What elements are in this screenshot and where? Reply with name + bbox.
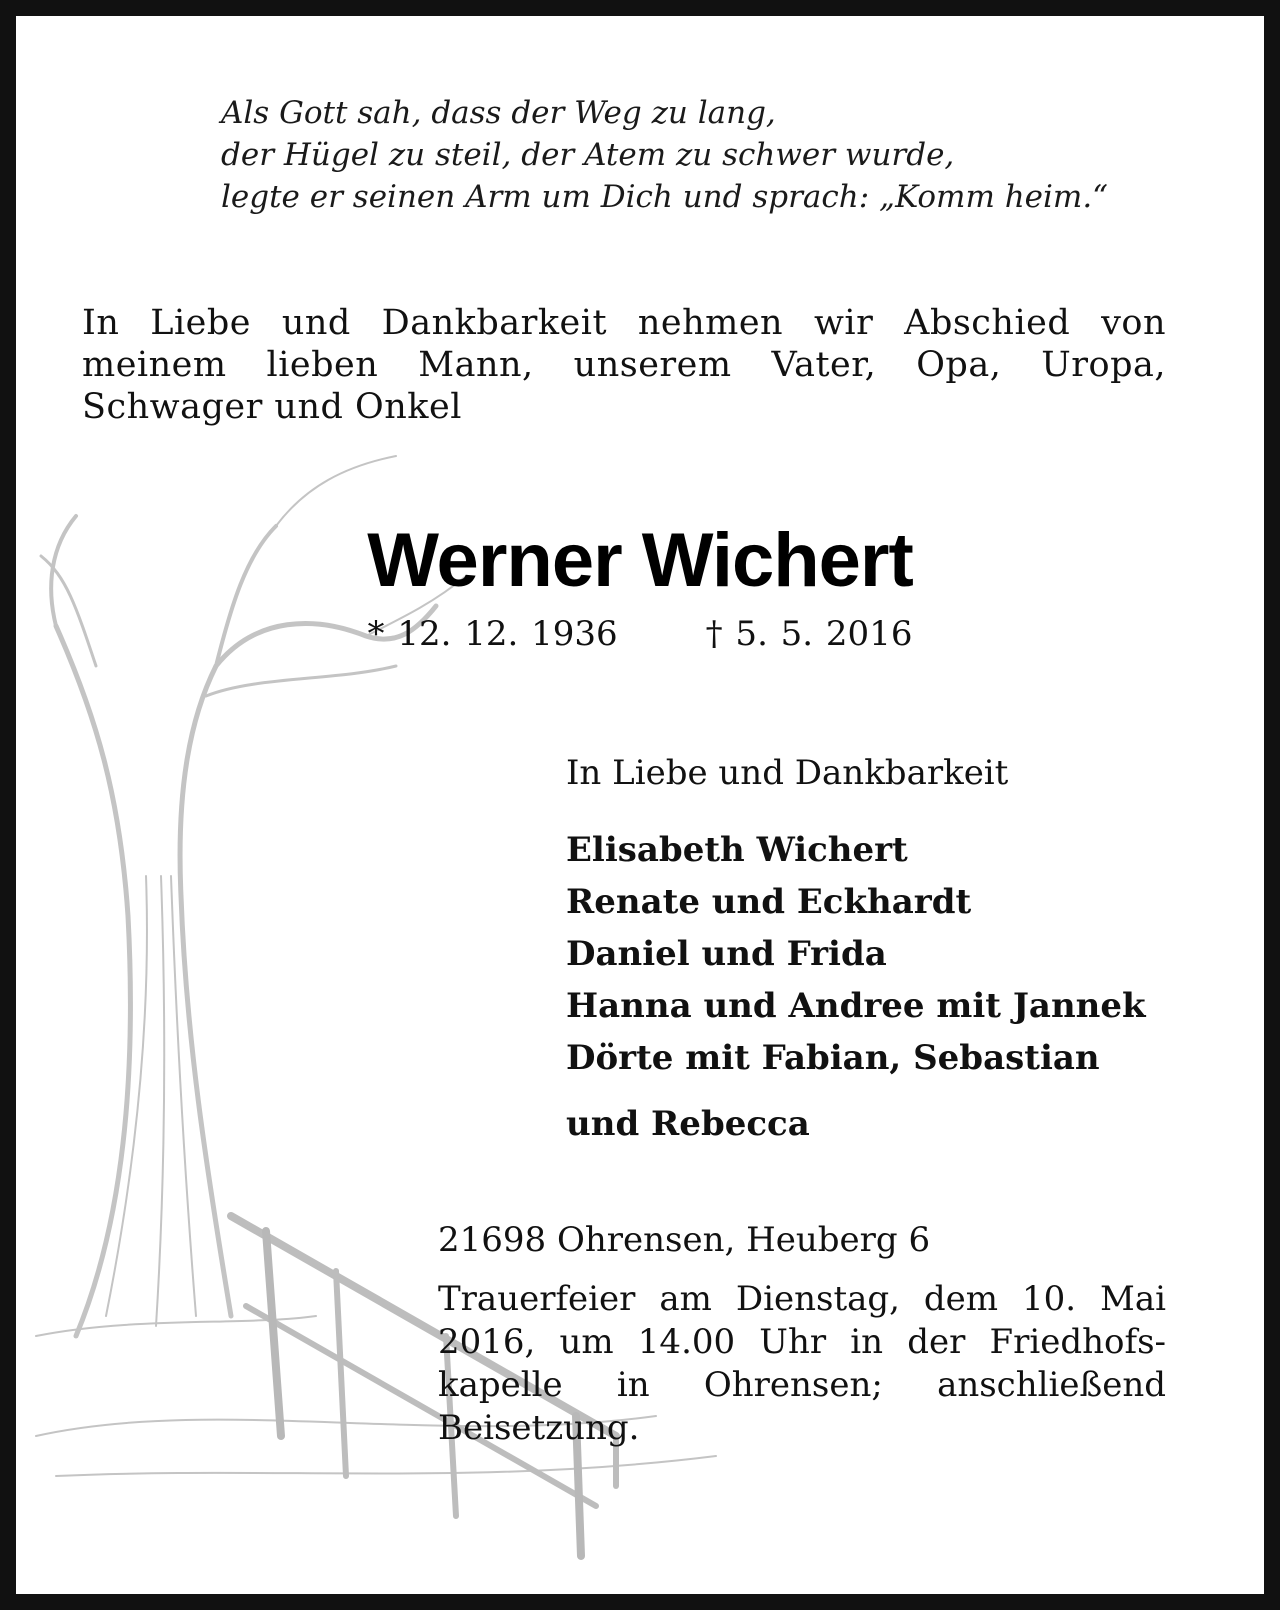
life-dates (16, 612, 1264, 656)
service-line: 2016, um 14.00 Uhr in der Friedhofs- (438, 1322, 1166, 1362)
mourners-heading: In Liebe und Dankbarkeit (566, 753, 1009, 793)
mourner-name: Renate und Eckhardt (566, 882, 972, 922)
poem-line: Als Gott sah, dass der Weg zu lang, (221, 95, 776, 131)
poem-line: der Hügel zu steil, der Atem zu schwer wurde, (221, 137, 955, 173)
funeral-service-info (438, 1278, 1166, 1450)
intro-line: Schwager und Onkel (82, 387, 462, 427)
birth-date: * 12. 12. 1936 (367, 614, 618, 654)
mourner-name: Hanna und Andree mit Jannek (566, 986, 1146, 1026)
service-line: kapelle in Ohrensen; anschließend (438, 1365, 1166, 1405)
poem-verse (221, 92, 1221, 218)
mourner-name: Dörte mit Fabian, Sebastian (566, 1038, 1100, 1078)
mourner-name: Daniel und Frida (566, 934, 887, 974)
death-date: † 5. 5. 2016 (705, 614, 913, 654)
mourners-list (566, 824, 1146, 1084)
mourner-name: Elisabeth Wichert (566, 830, 908, 870)
service-line: Beisetzung. (438, 1408, 640, 1448)
poem-line: legte er seinen Arm um Dich und sprach: „Komm heim.“ (221, 179, 1109, 215)
family-address: 21698 Ohrensen, Heuberg 6 (438, 1220, 931, 1260)
intro-line: In Liebe und Dankbarkeit nehmen wir Abschied von (82, 303, 1166, 343)
service-line: Trauerfeier am Dienstag, dem 10. Mai (438, 1279, 1166, 1319)
intro-text (82, 302, 1166, 428)
intro-line: meinem lieben Mann, unserem Vater, Opa, Uropa, (82, 345, 1166, 385)
deceased-name: Werner Wichert (367, 518, 913, 603)
mourner-name-last: und Rebecca (566, 1104, 810, 1144)
